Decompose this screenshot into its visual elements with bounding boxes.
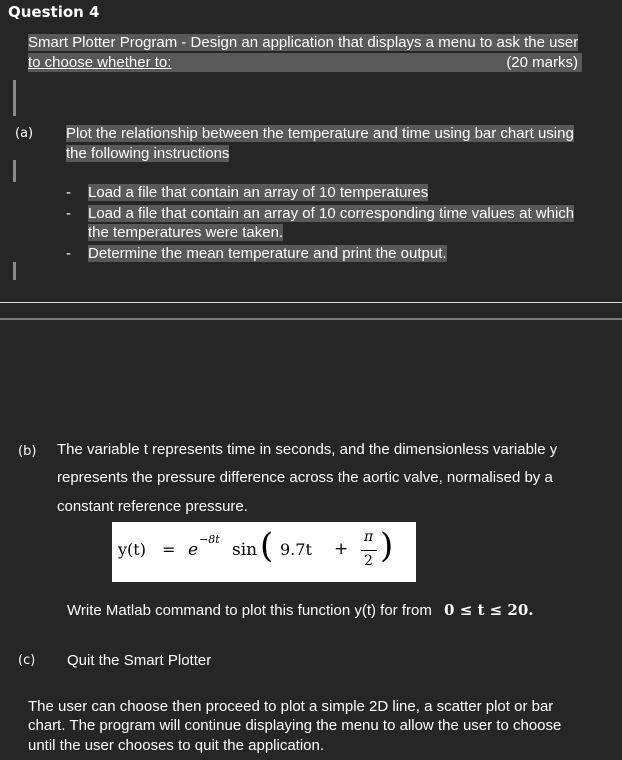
formula-exponent: −8t (199, 533, 220, 546)
paren-close: ) (380, 526, 394, 566)
part-a-line-2-text: the following instructions (66, 145, 230, 162)
part-a-line-1-text: Plot the relationship between the temperature and time using bar chart using (66, 125, 574, 142)
closing-line-3: until the user chooses to quit the application. (28, 737, 325, 754)
part-b-range: 0 ≤ t ≤ 20. (444, 601, 534, 619)
part-b-line-3: constant reference pressure. (57, 498, 248, 515)
bullet-1-text: Load a file that contain an array of 10 temperatures (88, 184, 429, 201)
intro-line-1 (28, 33, 578, 53)
page-divider (0, 302, 622, 303)
part-a-line-2 (66, 144, 229, 164)
part-c-text: Quit the Smart Plotter (67, 652, 212, 669)
paren-open: ( (260, 526, 274, 566)
intro-line-1-text: Smart Plotter Program - Design an application that displays a menu to ask the user (28, 34, 579, 51)
marks-text: (20 marks) (506, 54, 578, 71)
bullet-dash: - (66, 245, 71, 262)
change-bar (13, 160, 16, 182)
formula-plus: + (334, 539, 349, 559)
change-bar (13, 262, 16, 280)
formula-image (112, 522, 416, 582)
bullet-3 (66, 244, 447, 264)
part-a-line-1 (66, 124, 574, 144)
formula-func: sin (232, 540, 258, 560)
closing-line-2: chart. The program will continue displaying the menu to allow the user to choose (28, 717, 562, 734)
bullet-2 (66, 204, 574, 224)
closing-line-1: The user can choose then proceed to plot a simple 2D line, a scatter plot or bar (28, 698, 554, 715)
part-c-label: (c) (18, 653, 36, 668)
bullet-3-text: Determine the mean temperature and print the output. (88, 245, 447, 262)
bullet-2-cont (88, 223, 283, 243)
bullet-1 (66, 183, 428, 203)
bullet-dash: - (66, 205, 71, 222)
formula-arg: 9.7t (280, 540, 312, 559)
part-b-line-2 (57, 468, 553, 488)
formula-base: e (188, 540, 199, 560)
question-title: Question 4 (8, 3, 100, 21)
part-b-instruction-text: Write Matlab command to plot this function y(t) for from (67, 602, 432, 619)
part-b-line-2-text: represents the pressure difference across the aortic valve, normalised by a (57, 469, 553, 486)
part-b-line-1: The variable t represents time in seconds, and the dimensionless variable y (57, 441, 558, 458)
part-b-instruction (67, 600, 534, 621)
bullet-dash: - (66, 184, 71, 201)
intro-line-2 (28, 53, 582, 72)
intro-line-2-text: to choose whether to: (28, 54, 172, 71)
formula-lhs: y(t) (118, 540, 146, 559)
formula-denominator: 2 (364, 553, 373, 569)
change-bar (13, 80, 16, 116)
part-a-label: (a) (15, 126, 34, 141)
fraction-bar (361, 550, 377, 551)
formula-equals: = (162, 540, 176, 559)
formula-numerator: π (364, 529, 374, 545)
bullet-2-text: Load a file that contain an array of 10 corresponding time values at which (88, 205, 575, 222)
part-b-label: (b) (18, 444, 37, 459)
bullet-2-text-cont: the temperatures were taken. (88, 224, 284, 241)
page-divider (0, 318, 622, 320)
